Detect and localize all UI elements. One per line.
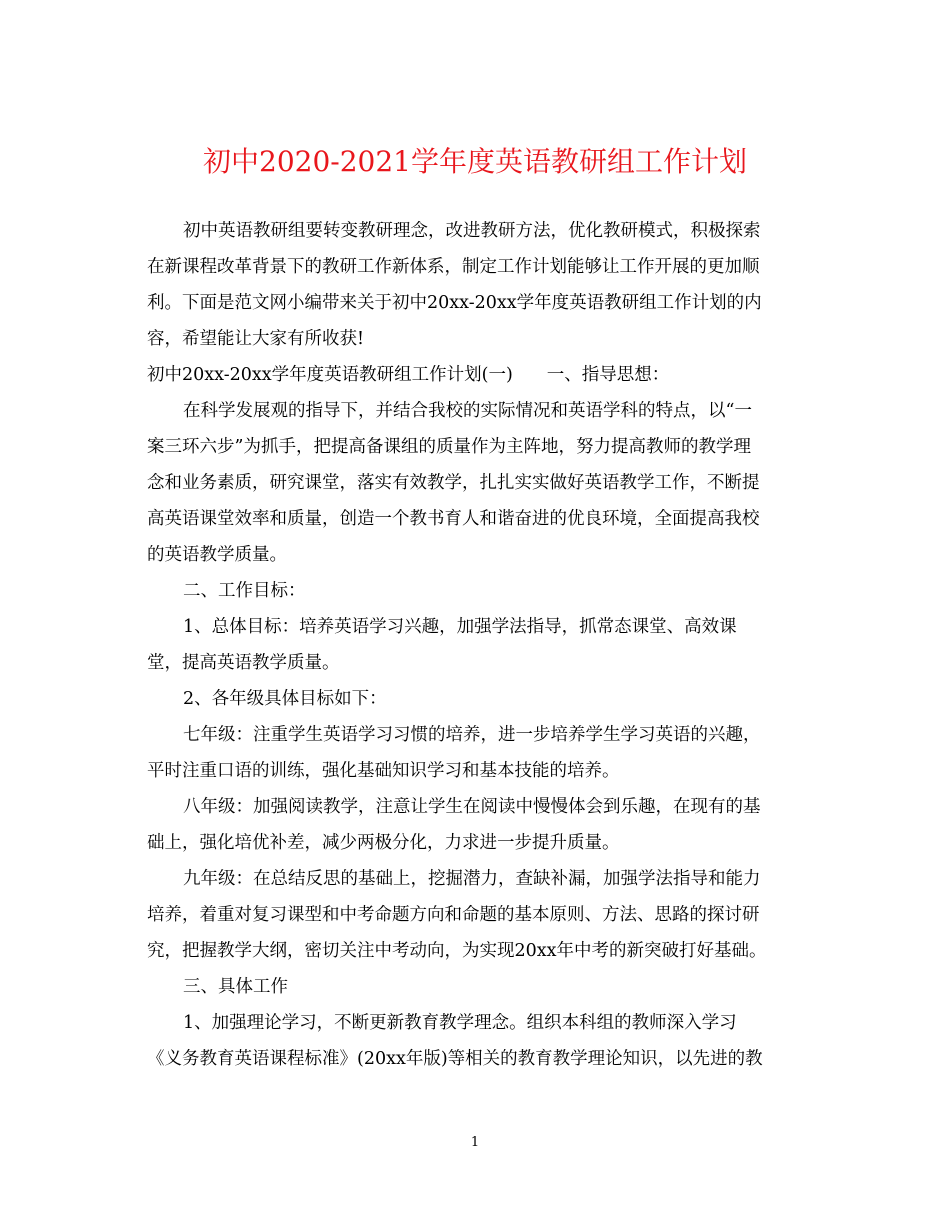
plan-heading-line	[147, 357, 813, 393]
paragraph-line: 1、总体目标：培养英语学习兴趣，加强学法指导，抓常态课堂、高效课	[183, 617, 737, 637]
paragraph-line: 础上，强化培优补差，减少两极分化，力求进一步提升质量。	[147, 833, 620, 853]
intro-paragraph-line: 在新课程改革背景下的教研工作新体系，制定工作计划能够让工作开展的更加顺	[147, 257, 760, 277]
paragraph-line: 1、加强理论学习，不断更新教育教学理念。组织本科组的教师深入学习	[183, 1013, 737, 1033]
intro-paragraph-line: 初中英语教研组要转变教研理念，改进教研方法，优化教研模式，积极探索	[183, 221, 761, 241]
paragraph-line: 在科学发展观的指导下，并结合我校的实际情况和英语学科的特点，以“一	[183, 401, 752, 421]
section-heading-specific-work: 三、具体工作	[183, 977, 288, 997]
intro-paragraph-line: 利。下面是范文网小编带来关于初中20xx-20xx学年度英语教研组工作计划的内	[147, 293, 762, 313]
section-heading-guiding-ideology: 一、指导思想：	[546, 365, 670, 385]
paragraph-line: 究，把握教学大纲，密切关注中考动向，为实现20xx年中考的新突破打好基础。	[147, 941, 767, 961]
paragraph-line: 高英语课堂效率和质量，创造一个教书育人和谐奋进的优良环境，全面提高我校	[147, 509, 760, 529]
paragraph-line: 堂，提高英语教学质量。	[147, 653, 340, 673]
page-number: 1	[470, 1135, 480, 1150]
paragraph-line: 培养，着重对复习课型和中考命题方向和命题的基本原则、方法、思路的探讨研	[147, 905, 760, 925]
paragraph-line: 七年级：注重学生英语学习习惯的培养，进一步培养学生学习英语的兴趣，	[183, 725, 761, 745]
paragraph-line: 《义务教育英语课程标准》(20xx年版)等相关的教育教学理论知识，以先进的教	[147, 1049, 763, 1069]
paragraph-line: 八年级：加强阅读教学，注意让学生在阅读中慢慢体会到乐趣，在现有的基	[183, 797, 761, 817]
paragraph-line: 案三环六步”为抓手，把提高备课组的质量作为主阵地，努力提高教师的教学理	[147, 437, 751, 457]
intro-paragraph-line: 容，希望能让大家有所收获!	[147, 329, 365, 349]
paragraph-line: 九年级：在总结反思的基础上，挖掘潜力，查缺补漏，加强学法指导和能力	[183, 869, 761, 889]
section-heading-work-goals: 二、工作目标：	[183, 581, 306, 601]
document-body	[147, 213, 813, 1077]
paragraph-line: 的英语教学质量。	[147, 545, 287, 565]
paragraph-line: 平时注重口语的训练，强化基础知识学习和基本技能的培养。	[147, 761, 620, 781]
plan-subtitle: 初中20xx-20xx学年度英语教研组工作计划(一)	[147, 365, 513, 385]
paragraph-line: 2、各年级具体目标如下：	[183, 689, 387, 709]
document-title: 初中2020-2021学年度英语教研组工作计划	[203, 145, 747, 178]
paragraph-line: 念和业务素质，研究课堂，落实有效教学，扎扎实实做好英语教学工作，不断提	[147, 473, 760, 493]
